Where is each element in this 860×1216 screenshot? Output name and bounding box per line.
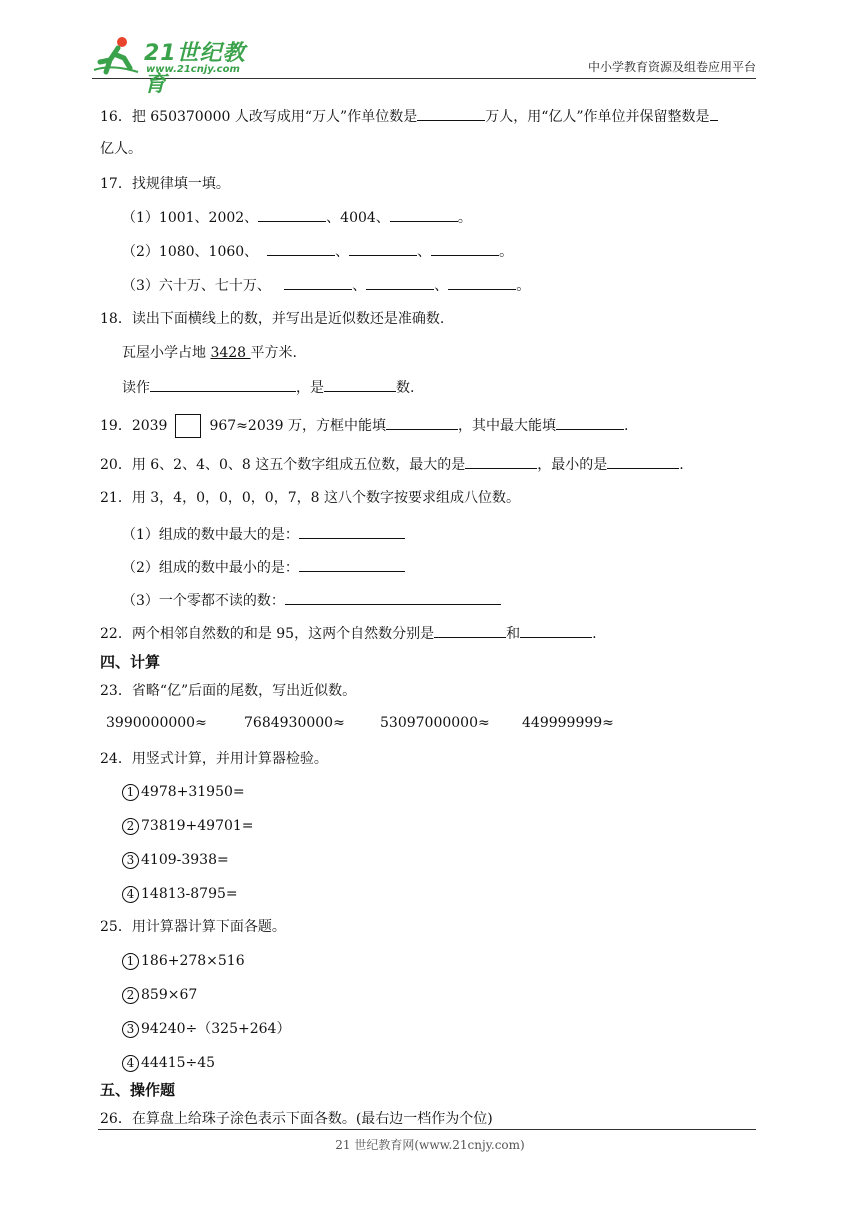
- q25-expr-1: 186+278×516: [141, 953, 245, 969]
- q21-1-blank[interactable]: [299, 524, 405, 539]
- logo-url: www.21cnjy.com: [146, 64, 240, 75]
- question-26: 26．在算盘上给珠子涂色表示下面各数。(最右边一档作为个位): [100, 1111, 493, 1127]
- circled-3-icon: 3: [122, 852, 139, 869]
- q18-blank-read[interactable]: [150, 377, 296, 392]
- circled-2-icon: 2: [122, 818, 139, 835]
- q18-blank-type[interactable]: [324, 377, 396, 392]
- q24-expr-1: 4978+31950=: [141, 784, 245, 800]
- q16-text-c: 亿人。: [100, 141, 142, 157]
- q22-end: .: [592, 626, 597, 642]
- circled-3-icon: 3: [122, 1021, 139, 1038]
- question-22: [100, 623, 597, 644]
- q19-blank-2[interactable]: [556, 415, 624, 430]
- question-25-title: 25．用计算器计算下面各题。: [100, 919, 286, 935]
- q24-item-3: [122, 850, 229, 870]
- question-18-answer: [122, 377, 414, 398]
- question-23-title: 23．省略“亿”后面的尾数，写出近似数。: [100, 683, 357, 699]
- q19-text-c: ，其中最大能填: [457, 418, 556, 434]
- q17-3-sep-2: 、: [434, 278, 449, 294]
- circled-4-icon: 4: [122, 886, 139, 903]
- logo: [92, 34, 262, 97]
- q17-3-blank-1[interactable]: [284, 275, 352, 290]
- q17-2-sep-2: 、: [417, 244, 432, 260]
- q20-blank-1[interactable]: [465, 454, 537, 469]
- question-16: [100, 106, 718, 127]
- circled-2-icon: 2: [122, 987, 139, 1004]
- q22-text-a: 22．两个相邻自然数的和是 95，这两个自然数分别是: [100, 626, 435, 642]
- q22-text-b: 和: [506, 626, 521, 642]
- q18-pre: 瓦屋小学占地: [122, 345, 211, 361]
- q17-3-sep-1: 、: [352, 278, 367, 294]
- q23-item-1: 3990000000≈: [106, 715, 207, 731]
- q17-2-blank-3[interactable]: [431, 241, 499, 256]
- question-18-title: 18．读出下面横线上的数，并写出是近似数还是准确数.: [100, 311, 445, 327]
- footer-text[interactable]: 21 世纪教育网(www.21cnjy.com): [335, 1138, 525, 1152]
- q24-item-4: [122, 884, 238, 904]
- q24-item-2: [122, 816, 254, 836]
- q19-blank-1[interactable]: [386, 415, 458, 430]
- q24-expr-4: 14813-8795=: [141, 886, 238, 902]
- q19-text-b: 967≈2039 万，方框中能填: [209, 418, 386, 434]
- q18-read-label: 读作: [122, 380, 150, 396]
- q21-2-text: （2）组成的数中最小的是：: [122, 560, 299, 576]
- q17-1-blank-2[interactable]: [390, 207, 458, 222]
- q22-blank-1[interactable]: [434, 623, 506, 638]
- q17-3-blank-3[interactable]: [448, 275, 516, 290]
- q20-text-a: 20．用 6、2、4、0、8 这五个数字组成五位数，最大的是: [100, 457, 466, 473]
- q24-expr-3: 4109-3938=: [141, 852, 229, 868]
- q19-end: .: [623, 418, 629, 434]
- question-21-1: [122, 524, 405, 545]
- q17-1-end: 。: [457, 210, 472, 226]
- q17-3-text: （3）六十万、七十万、: [122, 278, 271, 294]
- q23-item-4: 449999999≈: [522, 715, 614, 731]
- question-17-2: [122, 241, 513, 262]
- q16-text-a: 16．把 650370000 人改写成用“万人”作单位数是: [100, 109, 418, 125]
- q20-blank-2[interactable]: [607, 454, 679, 469]
- q21-2-blank[interactable]: [299, 557, 405, 572]
- q25-expr-2: 859×67: [141, 987, 198, 1003]
- circled-1-icon: 1: [122, 784, 139, 801]
- q17-2-blank-2[interactable]: [349, 241, 417, 256]
- question-18-sentence: [122, 343, 297, 363]
- footer-divider: [98, 1129, 756, 1130]
- q18-mid: ，是: [296, 380, 324, 396]
- q16-blank-1[interactable]: [417, 106, 485, 121]
- circled-4-icon: 4: [122, 1055, 139, 1072]
- question-20: [100, 454, 684, 475]
- section-5-heading: 五、操作题: [100, 1081, 176, 1099]
- question-19: [100, 414, 628, 438]
- q25-item-1: [122, 951, 245, 971]
- question-21-title: 21．用 3，4，0，0，0，0，7，8 这八个数字按要求组成八位数。: [100, 490, 520, 506]
- q17-1-text: （1）1001、2002、: [122, 210, 259, 226]
- q25-expr-3: 94240÷（325+264）: [141, 1021, 291, 1037]
- q21-3-text: （3）一个零都不读的数：: [122, 593, 285, 609]
- question-17-3: [122, 275, 530, 296]
- logo-text: 21世纪教育: [144, 41, 246, 97]
- question-24-title: 24．用竖式计算，并用计算器检验。: [100, 751, 328, 767]
- q25-expr-4: 44415÷45: [141, 1055, 216, 1071]
- q24-expr-2: 73819+49701=: [141, 818, 254, 834]
- q23-item-3: 53097000000≈: [380, 715, 490, 731]
- q25-item-2: [122, 985, 197, 1005]
- section-4-heading: 四、计算: [100, 653, 161, 671]
- header-platform-text: 中小学教育资源及组卷应用平台: [587, 60, 756, 74]
- q21-1-text: （1）组成的数中最大的是：: [122, 527, 299, 543]
- q19-box-input[interactable]: [175, 414, 201, 438]
- question-17-1: [122, 207, 472, 228]
- q20-end: .: [679, 457, 684, 473]
- q17-2-sep-1: 、: [335, 244, 350, 260]
- q20-text-b: ，最小的是: [537, 457, 608, 473]
- q21-3-blank[interactable]: [285, 590, 501, 605]
- q25-item-3: [122, 1019, 290, 1039]
- q25-item-4: [122, 1053, 215, 1073]
- q17-3-blank-2[interactable]: [366, 275, 434, 290]
- runner-logo-icon: [92, 34, 142, 76]
- q18-end: 数.: [396, 380, 415, 396]
- q22-blank-2[interactable]: [520, 623, 592, 638]
- question-21-3: [122, 590, 501, 611]
- question-16-cont: [100, 139, 142, 159]
- circled-1-icon: 1: [122, 953, 139, 970]
- q24-item-1: [122, 782, 245, 802]
- q17-3-end: 。: [516, 278, 531, 294]
- question-17-title: 17．找规律填一填。: [100, 176, 230, 192]
- q17-2-text: （2）1080、1060、: [122, 244, 259, 260]
- q17-1-blank-1[interactable]: [258, 207, 326, 222]
- q19-text-a: 19．2039: [100, 418, 168, 434]
- q17-1-sep: 、4004、: [326, 210, 390, 226]
- question-21-2: [122, 557, 405, 578]
- q23-item-2: 7684930000≈: [244, 715, 345, 731]
- q16-blank-2[interactable]: [710, 106, 718, 121]
- q17-2-blank-1[interactable]: [267, 241, 335, 256]
- q16-text-b: 万人，用“亿人”作单位并保留整数是: [485, 109, 710, 125]
- q18-number: 3428: [210, 345, 251, 361]
- page-header: [92, 32, 756, 97]
- q17-2-end: 。: [499, 244, 514, 260]
- q18-post: 平方米.: [250, 345, 297, 361]
